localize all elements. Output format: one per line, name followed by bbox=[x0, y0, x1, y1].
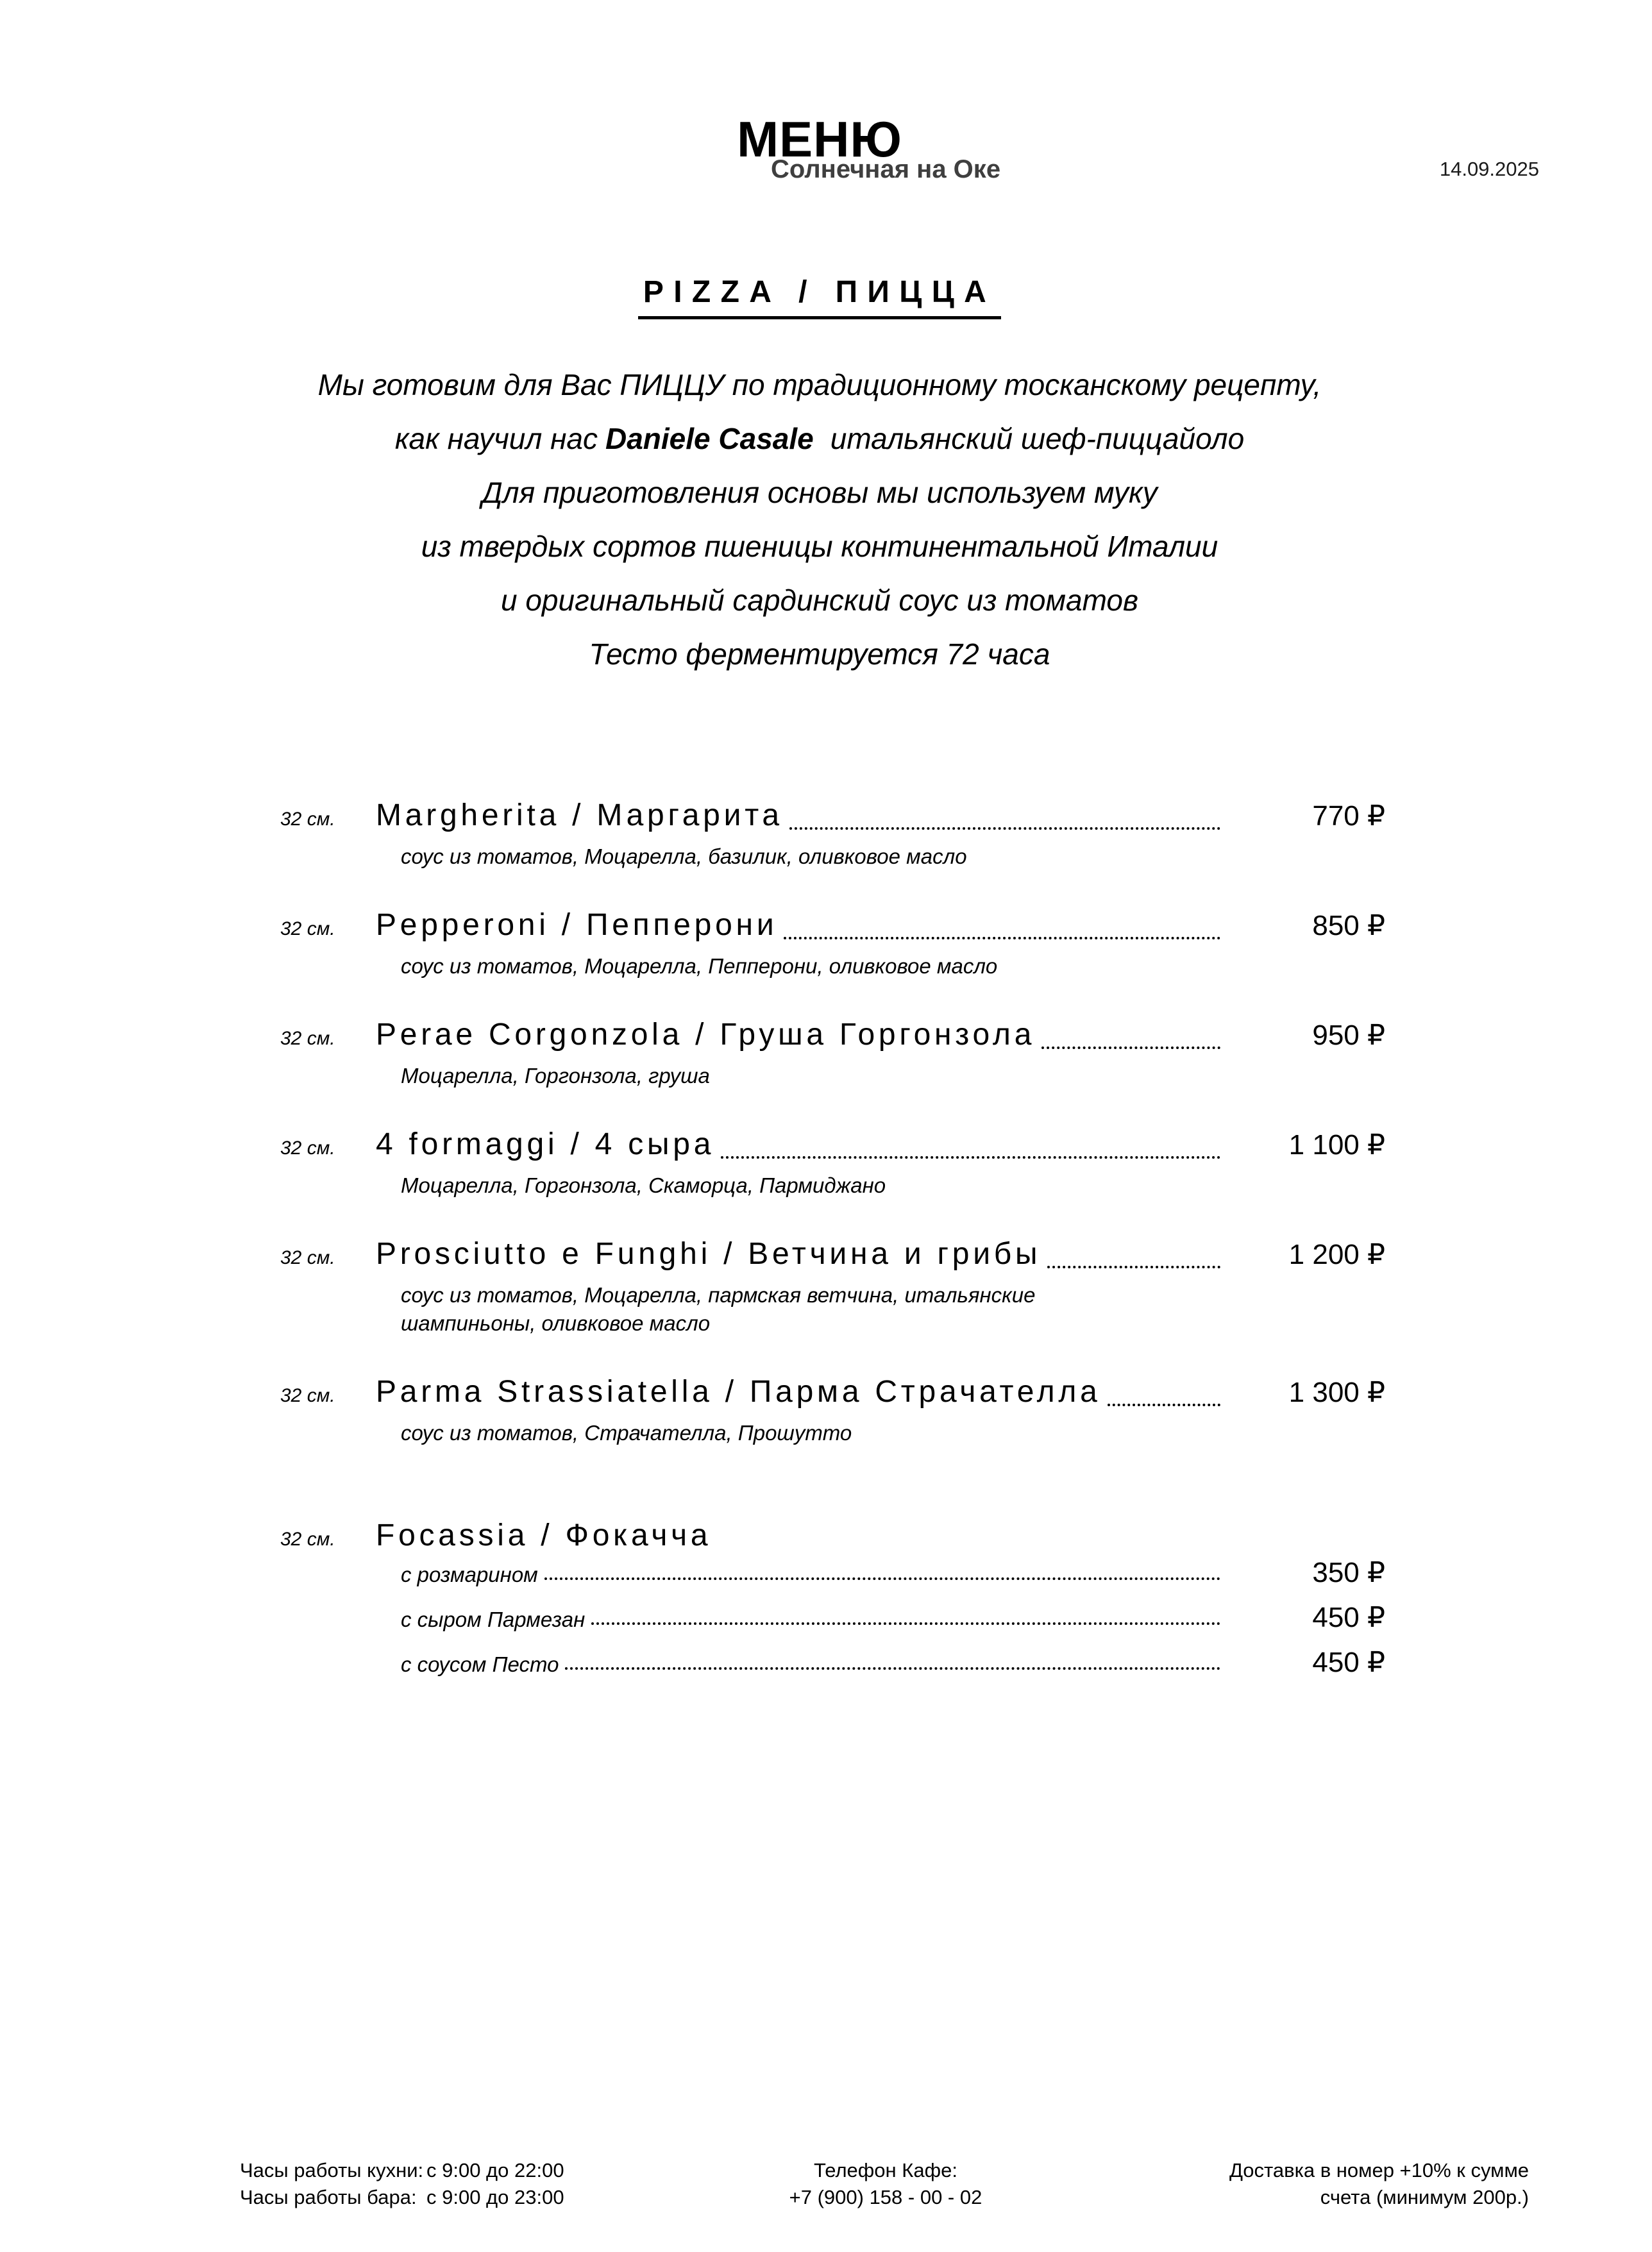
pizza-section-heading: PIZZA / ПИЦЦА bbox=[638, 274, 1001, 319]
item-row bbox=[280, 1373, 1385, 1415]
restaurant-name: Солнечная на Оке bbox=[770, 155, 1001, 183]
dotted-leader bbox=[544, 1577, 1220, 1580]
item-price: 350 ₽ bbox=[1312, 1557, 1385, 1588]
intro-line-2-prefix: как научил нас bbox=[394, 422, 598, 455]
menu-item-margherita bbox=[280, 796, 1385, 871]
item-row bbox=[280, 1125, 1385, 1168]
item-name: Perae Corgonzola / Груша Горгонзола bbox=[376, 1018, 1036, 1052]
intro-line-6: Тесто ферментируется 72 часа bbox=[589, 637, 1050, 671]
menu-item-4-formaggi bbox=[280, 1125, 1385, 1200]
item-price: 1 100 ₽ bbox=[1288, 1129, 1385, 1161]
delivery-note bbox=[1229, 2157, 1529, 2211]
item-description: Моцарелла, Горгонзола, груша bbox=[401, 1064, 710, 1088]
item-description: соус из томатов, Моцарелла, базилик, оливковое масло bbox=[401, 844, 967, 868]
delivery-note-line-2: счета (минимум 200р.) bbox=[1320, 2186, 1529, 2208]
pizza-intro bbox=[0, 358, 1639, 681]
item-price: 950 ₽ bbox=[1312, 1020, 1385, 1051]
item-name: Prosciutto e Funghi / Ветчина и грибы bbox=[376, 1237, 1041, 1271]
variant-label: с сыром Пармезан bbox=[401, 1608, 586, 1631]
bar-hours-label: Часы работы бара: bbox=[240, 2186, 417, 2208]
item-description: соус из томатов, Моцарелла, пармская ветчина, итальянские шампиньоны, оливковое масло bbox=[401, 1283, 1036, 1335]
item-price: 450 ₽ bbox=[1312, 1602, 1385, 1633]
intro-line-2-suffix: итальянский шеф-пиццайоло bbox=[830, 422, 1245, 455]
menu-item-pepperoni bbox=[280, 906, 1385, 980]
pizza-menu-list bbox=[280, 796, 1385, 1679]
bar-hours-row bbox=[240, 2184, 564, 2211]
item-row bbox=[280, 906, 1385, 948]
item-description: соус из томатов, Страчателла, Прошутто bbox=[401, 1421, 852, 1445]
intro-line-5: и оригинальный сардинский соус из томатов bbox=[500, 584, 1139, 617]
dotted-leader bbox=[1041, 1046, 1220, 1049]
item-row bbox=[280, 1016, 1385, 1058]
item-price: 850 ₽ bbox=[1312, 910, 1385, 941]
item-description: Моцарелла, Горгонзола, Скаморца, Пармиджано bbox=[401, 1173, 886, 1197]
item-size: 32 см. bbox=[280, 1138, 335, 1159]
kitchen-hours-value: с 9:00 до 22:00 bbox=[426, 2159, 564, 2181]
cafe-phone-label: Телефон Кафе: bbox=[814, 2159, 957, 2181]
menu-item-perae-corgonzola bbox=[280, 1016, 1385, 1090]
page-title: МЕНЮ bbox=[737, 111, 902, 167]
item-row bbox=[280, 796, 1385, 839]
dotted-leader bbox=[591, 1622, 1220, 1625]
chef-name: Daniele Casale bbox=[605, 422, 814, 455]
cafe-phone bbox=[789, 2157, 982, 2211]
intro-line-4: из твердых сортов пшеницы континентальной Италии bbox=[421, 530, 1218, 563]
menu-page bbox=[0, 111, 1652, 2252]
focaccia-variant-parmesan bbox=[401, 1604, 1385, 1634]
item-description: соус из томатов, Моцарелла, Пепперони, оливковое масло bbox=[401, 954, 998, 978]
dotted-leader bbox=[789, 827, 1220, 830]
intro-line-2 bbox=[0, 412, 1639, 466]
working-hours bbox=[240, 2157, 564, 2211]
menu-item-parma-strassiatella bbox=[280, 1373, 1385, 1447]
menu-item-prosciutto-e-funghi bbox=[280, 1235, 1385, 1338]
focaccia-variant-pesto bbox=[401, 1649, 1385, 1679]
menu-date: 14.09.2025 bbox=[1439, 158, 1539, 180]
item-name: 4 formaggi / 4 сыра bbox=[376, 1127, 715, 1161]
variant-label: с розмарином bbox=[401, 1563, 538, 1586]
intro-line-1: Мы готовим для Вас ПИЦЦУ по традиционному тосканскому рецепту, bbox=[317, 368, 1322, 401]
item-price: 770 ₽ bbox=[1312, 800, 1385, 832]
item-size: 32 см. bbox=[280, 1529, 335, 1550]
bar-hours-value: с 9:00 до 23:00 bbox=[426, 2186, 564, 2208]
item-name: Margherita / Маргарита bbox=[376, 798, 783, 832]
variant-label: с соусом Песто bbox=[401, 1652, 559, 1676]
focaccia-variant-rosemary bbox=[401, 1559, 1385, 1589]
item-price: 1 200 ₽ bbox=[1288, 1239, 1385, 1270]
dotted-leader bbox=[565, 1667, 1220, 1670]
item-size: 32 см. bbox=[280, 1385, 335, 1406]
item-size: 32 см. bbox=[280, 918, 335, 939]
menu-item-focassia bbox=[280, 1517, 1385, 1679]
kitchen-hours-row bbox=[240, 2157, 564, 2184]
item-price: 450 ₽ bbox=[1312, 1647, 1385, 1678]
item-price: 1 300 ₽ bbox=[1288, 1377, 1385, 1408]
item-size: 32 см. bbox=[280, 1247, 335, 1268]
item-size: 32 см. bbox=[280, 809, 335, 830]
item-size: 32 см. bbox=[280, 1028, 335, 1049]
item-row bbox=[280, 1517, 1385, 1559]
item-name: Pepperoni / Пепперони bbox=[376, 908, 778, 942]
cafe-phone-number: +7 (900) 158 - 00 - 02 bbox=[789, 2186, 982, 2208]
pizza-section-heading-row bbox=[0, 274, 1639, 319]
dotted-leader bbox=[1047, 1266, 1220, 1268]
page-footer bbox=[0, 2157, 1652, 2211]
dotted-leader bbox=[1108, 1404, 1220, 1406]
dotted-leader bbox=[784, 937, 1220, 939]
item-name: Parma Strassiatella / Парма Страчателла bbox=[376, 1375, 1101, 1409]
dotted-leader bbox=[721, 1156, 1220, 1159]
delivery-note-line-1: Доставка в номер +10% к сумме bbox=[1229, 2159, 1529, 2181]
item-row bbox=[280, 1235, 1385, 1277]
kitchen-hours-label: Часы работы кухни: bbox=[240, 2159, 424, 2181]
intro-line-3: Для приготовления основы мы используем муку bbox=[482, 476, 1158, 509]
item-name: Focassia / Фокачча bbox=[376, 1518, 712, 1552]
